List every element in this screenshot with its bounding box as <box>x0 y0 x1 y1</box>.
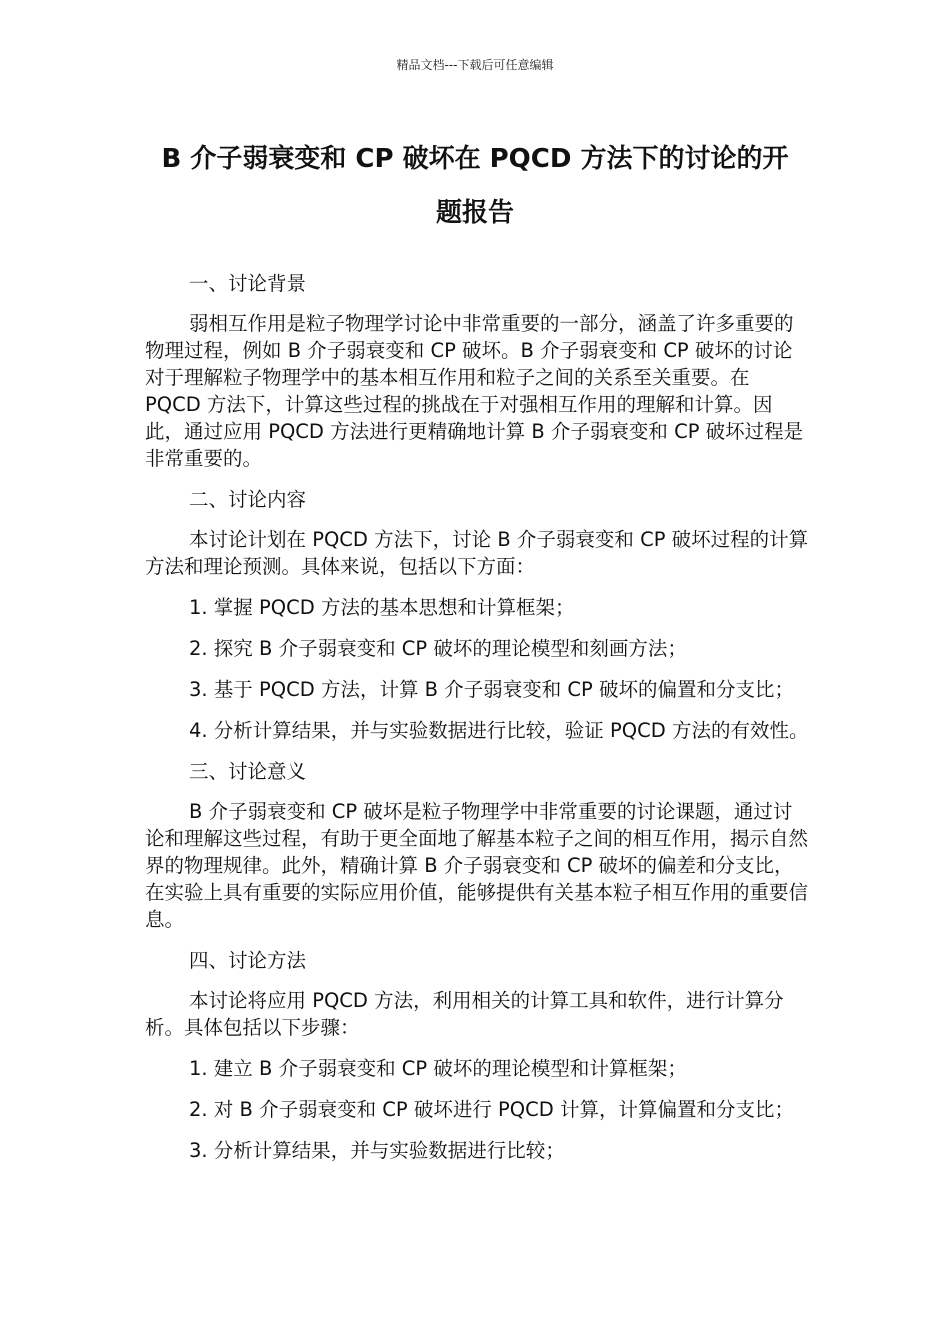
list-item: 3. 基于 PQCD 方法，计算 B 介子弱衰变和 CP 破坏的偏置和分支比； <box>189 678 794 701</box>
section-heading-background: 一、讨论背景 <box>189 272 307 295</box>
list-item: 2. 对 B 介子弱衰变和 CP 破坏进行 PQCD 计算，计算偏置和分支比； <box>189 1098 794 1121</box>
paragraph-background: 弱相互作用是粒子物理学讨论中非常重要的一部分，涵盖了许多重要的物理过程，例如 B 介子弱衰变和 CP 破坏。B 介子弱衰变和 CP 破坏的讨论对于理解粒子物理学中的基本相互作用和粒子之间的关系至关重要。在 PQCD 方法下，计算这些过程的挑战在于对强相互作用的理解和计算。因此，通过应用 PQCD 方法进行更精确地计算 B 介子弱衰变和 CP 破坏过程是非常重要的。 <box>145 312 804 470</box>
list-item: 4. 分析计算结果，并与实验数据进行比较，验证 PQCD 方法的有效性。 <box>189 719 809 742</box>
document-title <box>140 132 810 240</box>
title-line-2: 题报告 <box>435 198 514 228</box>
list-item: 1. 掌握 PQCD 方法的基本思想和计算框架； <box>189 596 575 619</box>
title-line-1: B 介子弱衰变和 CP 破坏在 PQCD 方法下的讨论的开 <box>161 144 789 174</box>
list-item: 1. 建立 B 介子弱衰变和 CP 破坏的理论模型和计算框架； <box>189 1057 687 1080</box>
section-heading-methods: 四、讨论方法 <box>189 949 307 972</box>
section-heading-content: 二、讨论内容 <box>189 488 307 511</box>
paragraph-significance: B 介子弱衰变和 CP 破坏是粒子物理学中非常重要的讨论课题，通过讨论和理解这些过程，有助于更全面地了解基本粒子之间的相互作用，揭示自然界的物理规律。此外，精确计算 B 介子弱衰变和 CP 破坏的偏差和分支比，在实验上具有重要的实际应用价值，能够提供有关基本粒子相互作用的重要信息。 <box>145 800 809 931</box>
paragraph-content: 本讨论计划在 PQCD 方法下，讨论 B 介子弱衰变和 CP 破坏过程的计算方法和理论预测。具体来说，包括以下方面： <box>145 528 809 578</box>
section-heading-significance: 三、讨论意义 <box>189 760 307 783</box>
list-item: 2. 探究 B 介子弱衰变和 CP 破坏的理论模型和刻画方法； <box>189 637 687 660</box>
paragraph-methods: 本讨论将应用 PQCD 方法，利用相关的计算工具和软件，进行计算分析。具体包括以下步骤： <box>145 989 784 1039</box>
document-body <box>145 270 810 1178</box>
header-note: 精品文档---下载后可任意编辑 <box>396 58 554 72</box>
list-item: 3. 分析计算结果，并与实验数据进行比较； <box>189 1139 565 1162</box>
